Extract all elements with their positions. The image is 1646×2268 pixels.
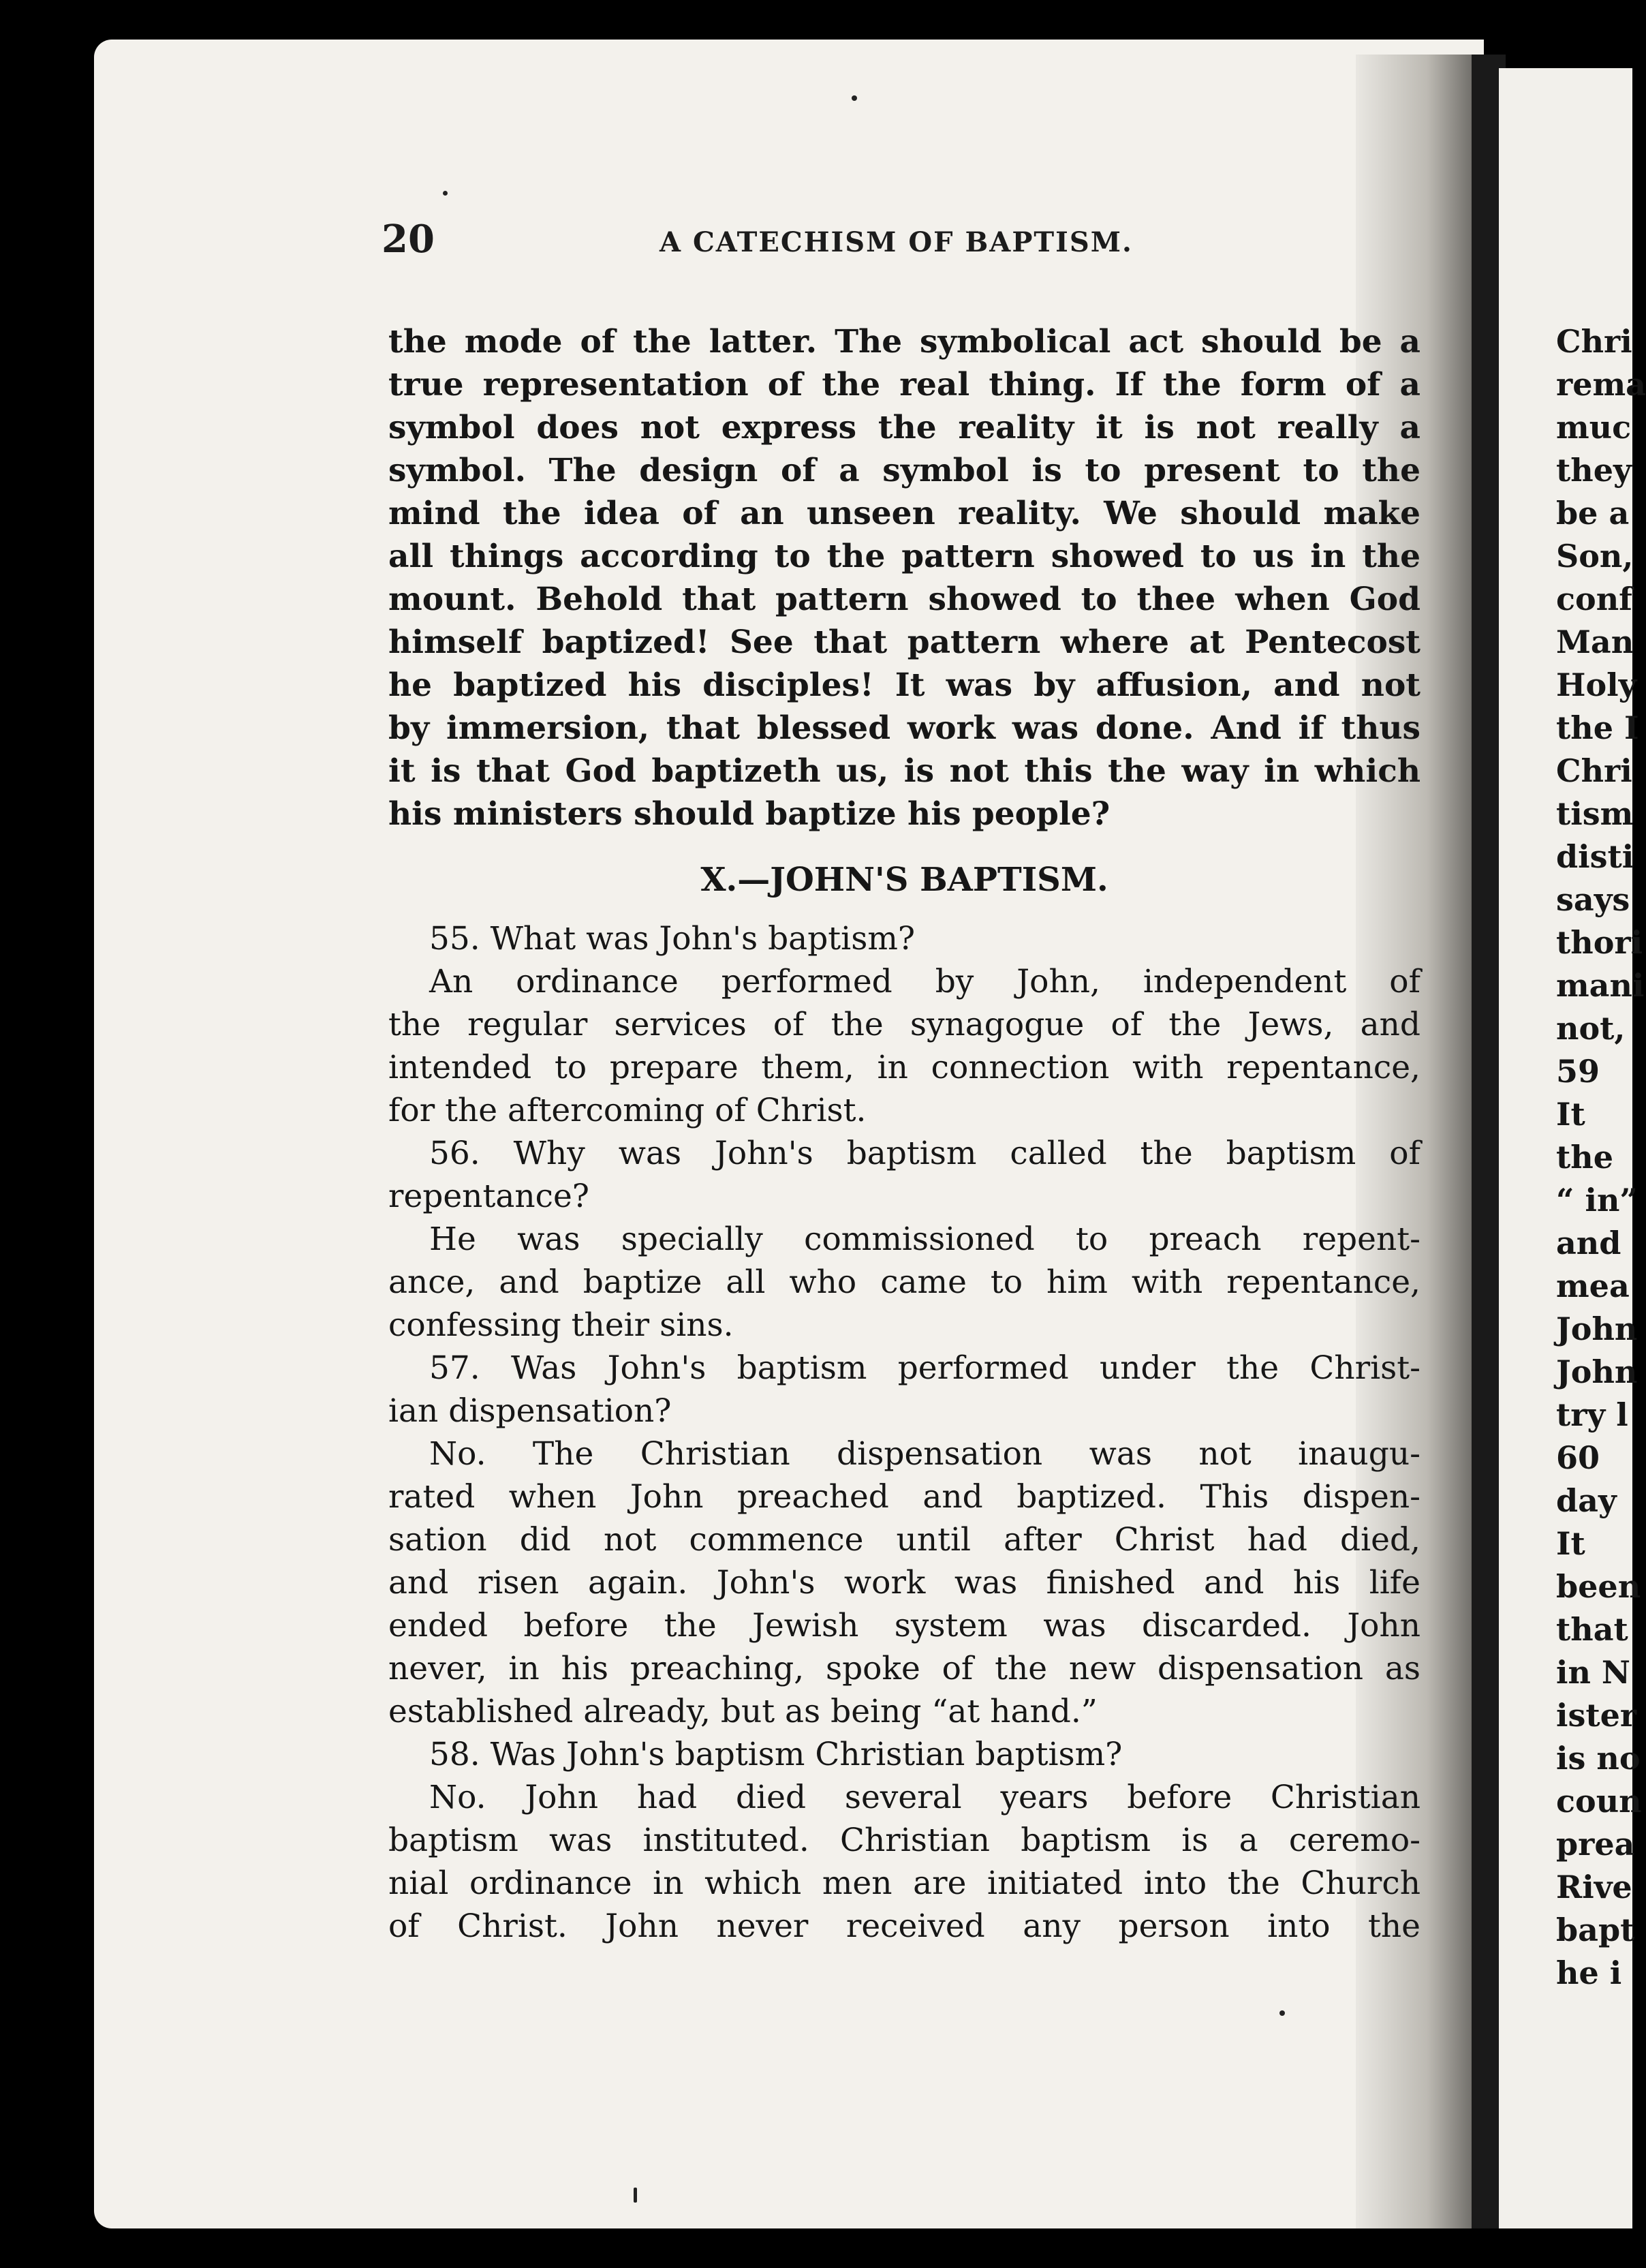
answer-line: never, in his preaching, spoke of the new dispensation as: [388, 1650, 1420, 1687]
answer-line: ance, and baptize all who came to him with repentance,: [388, 1263, 1420, 1301]
facing-page-line: 60: [1556, 1439, 1600, 1476]
question-58: [388, 1733, 1420, 1948]
facing-page-line: mea: [1556, 1268, 1630, 1304]
facing-page-line: muc: [1556, 409, 1632, 446]
facing-page-line: in N: [1556, 1654, 1630, 1691]
facing-page-line: Chri: [1556, 323, 1632, 360]
answer-line: An ordinance performed by John, independent of: [429, 963, 1420, 1000]
answer-line: of Christ. John never received any person into the: [388, 1907, 1420, 1945]
facing-page-line: Chri: [1556, 752, 1632, 789]
page-body: [388, 320, 1420, 1948]
facing-page-line: Man: [1556, 624, 1634, 660]
question-line: 58. Was John's baptism Christian baptism?: [429, 1736, 1123, 1773]
facing-page-line: disti: [1556, 838, 1634, 875]
facing-page-line: It: [1556, 1525, 1585, 1562]
section-heading: X.—JOHN'S BAPTISM.: [700, 861, 1108, 899]
answer-line: baptism was instituted. Christian baptism is a ceremo-: [388, 1822, 1420, 1859]
answer-line: No. The Christian dispensation was not inaugu-: [429, 1435, 1420, 1473]
text-line: true representation of the real thing. If the form of a: [388, 366, 1420, 403]
facing-page-line: bapt: [1556, 1912, 1635, 1948]
facing-page-line: is no: [1556, 1740, 1641, 1777]
question-line: 55. What was John's baptism?: [429, 920, 916, 957]
facing-page-line: and: [1556, 1225, 1621, 1261]
answer-line: nial ordinance in which men are initiated into the Church: [388, 1865, 1420, 1902]
facing-page-line: be a: [1556, 495, 1630, 532]
text-line: it is that God baptizeth us, is not this the way in which: [388, 752, 1420, 790]
facing-page-line: that: [1556, 1611, 1628, 1648]
answer-line: sation did not commence until after Christ had died,: [388, 1521, 1420, 1559]
facing-page-line: “ in”: [1556, 1182, 1638, 1219]
facing-page-line: he i: [1556, 1955, 1622, 1991]
answer-line: established already, but as being “at hand.”: [388, 1693, 1098, 1730]
text-line: himself baptized! See that pattern where at Pentecost: [388, 624, 1420, 661]
scan-speck: [1279, 2010, 1285, 2016]
text-line: mind the idea of an unseen reality. We should make: [388, 495, 1420, 532]
question-line: ian dispensation?: [388, 1392, 672, 1430]
answer-line: the regular services of the synagogue of the Jews, and: [388, 1006, 1420, 1043]
text-line: symbol. The design of a symbol is to present to the: [388, 452, 1420, 489]
facing-page-text: [1556, 320, 1646, 1995]
scan-speck: [634, 2188, 637, 2203]
facing-page-line: rema: [1556, 366, 1646, 403]
running-title: A CATECHISM OF BAPTISM.: [659, 226, 1133, 258]
question-55: [388, 917, 1420, 1132]
answer-line: intended to prepare them, in connection with repentance,: [388, 1049, 1420, 1086]
paragraph-symbol: [388, 320, 1420, 836]
answer-line: and risen again. John's work was finished and his life: [388, 1564, 1420, 1602]
facing-page-line: Rive: [1556, 1869, 1632, 1905]
text-line: the mode of the latter. The symbolical act should be a: [388, 323, 1420, 361]
scan-speck: [852, 95, 857, 101]
facing-page-line: try l: [1556, 1396, 1628, 1433]
question-line: 57. Was John's baptism performed under the Christ-: [429, 1349, 1420, 1387]
facing-page-line: It: [1556, 1096, 1585, 1133]
facing-page-line: John: [1556, 1311, 1638, 1347]
answer-line: confessing their sins.: [388, 1306, 734, 1344]
answer-line: He was specially commissioned to preach repent-: [429, 1221, 1420, 1258]
answer-line: rated when John preached and baptized. This dispen-: [388, 1478, 1420, 1516]
text-line: symbol does not express the reality it is not really a: [388, 409, 1420, 446]
answer-line: for the aftercoming of Christ.: [388, 1092, 867, 1129]
facing-page-line: they: [1556, 452, 1632, 489]
facing-page-line: not,: [1556, 1010, 1626, 1047]
text-line: his ministers should baptize his people?: [388, 795, 1111, 833]
question-line: 56. Why was John's baptism called the baptism of: [429, 1135, 1420, 1172]
scan-speck: [443, 191, 448, 196]
answer-line: No. John had died several years before Christian: [429, 1779, 1420, 1816]
facing-page-line: says: [1556, 881, 1630, 918]
facing-page-line: thori: [1556, 924, 1643, 961]
question-line: repentance?: [388, 1178, 589, 1215]
facing-page-line: Son,: [1556, 538, 1634, 574]
facing-page-line: day: [1556, 1482, 1617, 1519]
facing-page-line: been: [1556, 1568, 1641, 1605]
facing-page-line: the: [1556, 1139, 1613, 1176]
facing-page-line: mani: [1556, 967, 1645, 1004]
question-56: [388, 1132, 1420, 1347]
text-line: by immersion, that blessed work was done. And if thus: [388, 709, 1420, 747]
facing-page-line: John: [1556, 1353, 1638, 1390]
facing-page-line: Holy: [1556, 666, 1637, 703]
text-line: he baptized his disciples! It was by affusion, and not: [388, 666, 1420, 704]
facing-page-line: coun: [1556, 1783, 1642, 1820]
answer-line: ended before the Jewish system was discarded. John: [388, 1607, 1420, 1644]
facing-page-line: conf: [1556, 581, 1632, 617]
facing-page-line: 59: [1556, 1053, 1600, 1090]
page-number: 20: [382, 217, 435, 262]
facing-page-line: the I: [1556, 709, 1639, 746]
question-57: [388, 1347, 1420, 1733]
text-line: all things according to the pattern showed to us in the: [388, 538, 1420, 575]
facing-page-line: ister: [1556, 1697, 1637, 1734]
facing-page-line: prea: [1556, 1826, 1635, 1863]
facing-page-line: tism: [1556, 795, 1634, 832]
text-line: mount. Behold that pattern showed to thee when God: [388, 581, 1420, 618]
